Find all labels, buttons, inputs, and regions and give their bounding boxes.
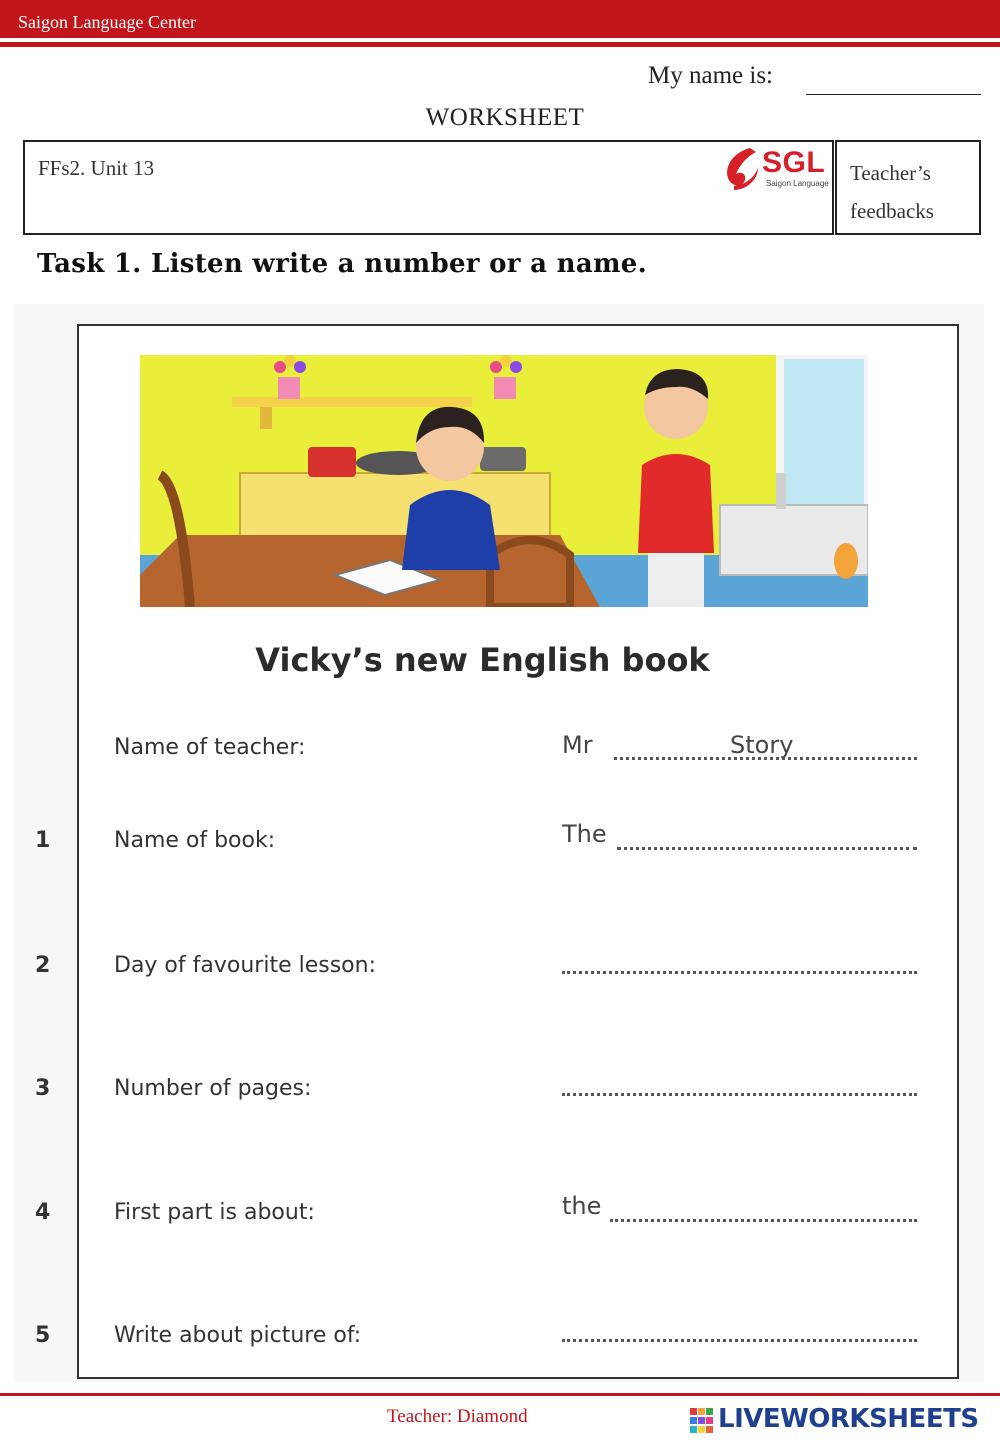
my-name-input-line[interactable]	[806, 94, 981, 95]
row-number: 2	[35, 953, 51, 978]
answer-input-2[interactable]	[562, 971, 917, 974]
header-divider	[0, 42, 1000, 47]
row-label: Name of book:	[114, 828, 276, 853]
row-prefix: the	[562, 1192, 602, 1220]
teacher-feedback-box	[835, 140, 981, 235]
answer-input-4[interactable]	[610, 1219, 917, 1222]
header-bar	[0, 0, 1000, 38]
liveworksheets-logo[interactable]	[690, 1404, 990, 1436]
sgl-logo	[720, 146, 832, 192]
answer-input-3[interactable]	[562, 1093, 917, 1096]
row-label: Name of teacher:	[114, 735, 306, 760]
kitchen-illustration	[140, 355, 868, 607]
row-label: First part is about:	[114, 1200, 315, 1225]
row-number: 3	[35, 1076, 51, 1101]
task-title: Task 1. Listen write a number or a name.	[37, 249, 647, 279]
liveworksheets-grid-icon	[690, 1408, 714, 1434]
sgl-swoosh-icon	[720, 146, 764, 192]
row-number: 4	[35, 1200, 51, 1225]
brand-text: LIVEWORKSHEETS	[718, 1404, 979, 1434]
footer-teacher: Teacher: Diamond	[387, 1406, 528, 1427]
row-label: Write about picture of:	[114, 1323, 362, 1348]
unit-label: FFs2. Unit 13	[38, 156, 155, 180]
unit-info-box	[23, 140, 834, 235]
feedback-label: Teacher’s feedbacks	[850, 161, 934, 223]
example-answer: Story	[730, 731, 794, 759]
row-prefix: Mr	[562, 731, 593, 759]
center-name: Saigon Language Center	[18, 12, 196, 32]
answer-input-1[interactable]	[617, 847, 917, 850]
worksheet-title: WORKSHEET	[425, 104, 585, 131]
row-label: Day of favourite lesson:	[114, 953, 376, 978]
row-label: Number of pages:	[114, 1076, 312, 1101]
logo-subtext: Saigon Language	[766, 179, 829, 188]
exercise-title: Vicky’s new English book	[255, 641, 710, 679]
footer-divider	[0, 1393, 1000, 1396]
row-number: 1	[35, 828, 51, 853]
row-number: 5	[35, 1323, 51, 1348]
logo-text: SGL	[762, 146, 826, 179]
row-prefix: The	[562, 820, 607, 848]
my-name-label: My name is:	[648, 62, 773, 89]
answer-input-5[interactable]	[562, 1339, 917, 1342]
